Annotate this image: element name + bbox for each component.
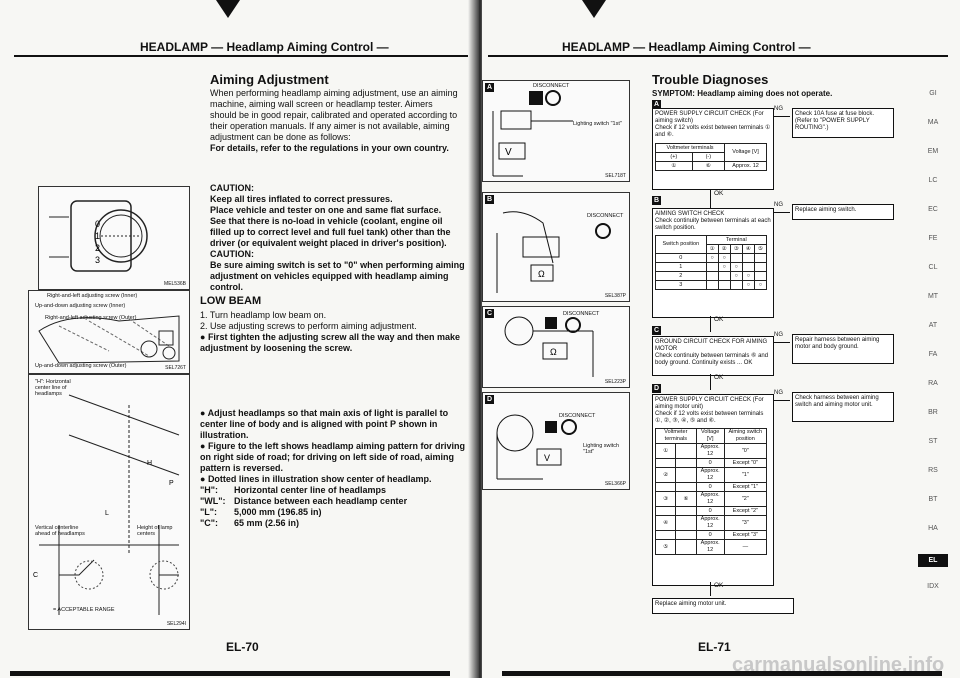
fig-a-text: Lighting switch "1st" [573, 121, 622, 127]
switch-row: 3 ○ ○ [656, 281, 767, 290]
vertical-label: Vertical centerline ahead of headlamps [35, 525, 85, 537]
label-rl-outer: Right-and-left adjusting screw (Outer) [45, 315, 137, 321]
section-tab[interactable]: RA [928, 380, 938, 387]
continuity-cell [742, 263, 754, 272]
section-tab[interactable]: IDX [927, 583, 939, 590]
motor-row: 0 Except "1" [656, 483, 767, 492]
aiming-switch-figure [38, 186, 190, 290]
continuity-cell [718, 281, 730, 290]
continuity-cell: ○ [718, 263, 730, 272]
fig-b [482, 192, 630, 302]
fig1-code: MEL536B [164, 281, 186, 287]
terminal-header: ② [718, 245, 730, 254]
aiming-pattern-figure [28, 374, 190, 630]
right-page-number: EL-71 [698, 640, 731, 654]
ng-label-b: NG [774, 202, 783, 208]
step-d-ng-box: Check harness between aiming switch and aiming motor unit. [792, 392, 894, 422]
continuity-cell [706, 263, 718, 272]
caution-item: Place vehicle and tester on one and same flat surface. [210, 205, 442, 215]
section-tab[interactable]: MA [927, 119, 939, 126]
step-a-letter: A [653, 101, 660, 108]
section-tab[interactable]: EM [927, 148, 939, 155]
legend-list [200, 485, 465, 529]
terminal-header: ③ [730, 245, 742, 254]
svg-text:3: 3 [95, 255, 101, 265]
adjust-block [200, 408, 465, 529]
section-tab[interactable]: AT [928, 322, 938, 329]
page-marker-right [582, 0, 606, 18]
continuity-cell: ○ [742, 281, 754, 290]
svg-text:0: 0 [95, 219, 101, 229]
header-rule [14, 55, 468, 57]
svg-text:H: H [147, 460, 153, 467]
fig-d-letter: D [486, 396, 493, 403]
fig-a-drawing [483, 81, 629, 181]
fig-c-connect: DISCONNECT [563, 311, 600, 317]
ok-4: OK [714, 582, 724, 589]
left-page [0, 0, 478, 678]
step-b-ng-box: Replace aiming switch. [792, 204, 894, 220]
continuity-cell: ○ [730, 263, 742, 272]
fig-d-drawing [483, 393, 629, 489]
fig-b-connect: DISCONNECT [587, 213, 624, 219]
section-tab[interactable]: BR [928, 409, 938, 416]
motor-row: ② Approx. 12 "1" [656, 468, 767, 483]
ok-1: OK [714, 190, 724, 197]
continuity-cell [730, 254, 742, 263]
step-a-table: Voltmeter terminals Voltage [V] (+) (-) ① ⑥ Approx. 12 [655, 143, 767, 171]
continuity-cell [718, 272, 730, 281]
svg-text:C: C [33, 572, 39, 579]
fig-b-drawing [483, 193, 629, 301]
motor-row: 0 Except "3" [656, 531, 767, 540]
fig-c-drawing [483, 307, 629, 387]
motor-row: 0 Except "2" [656, 507, 767, 516]
switch-row: 2 ○ ○ [656, 272, 767, 281]
step-c-ng-box: Repair harness between aiming motor and body ground. [792, 334, 894, 364]
step-b-letter: B [653, 197, 660, 204]
section-title: Aiming Adjustment [210, 72, 329, 87]
caution-list [210, 194, 465, 249]
section-tab[interactable]: ST [928, 438, 938, 445]
legend-item: "C": 65 mm (2.56 in) [200, 518, 300, 528]
motor-row: ① Approx. 12 "0" [656, 444, 767, 459]
ng-line-b [774, 212, 790, 213]
step-a-ng-box: Check 10A fuse at fuse block. (Refer to "POWER SUPPLY ROUTING".) [792, 108, 894, 138]
svg-text:2: 2 [95, 243, 101, 253]
ng-label-a: NG [774, 106, 783, 112]
continuity-cell: ○ [718, 254, 730, 263]
page-marker [216, 0, 240, 18]
terminal-header: ⑤ [754, 245, 766, 254]
aiming-switch-drawing [39, 187, 189, 289]
section-tab[interactable]: RS [928, 467, 938, 474]
ng-line-a [774, 116, 790, 117]
svg-text:V: V [544, 453, 551, 463]
flow-line-4 [710, 582, 711, 596]
section-tab[interactable]: HA [928, 525, 938, 532]
continuity-cell: ○ [706, 254, 718, 263]
adjust-list [200, 408, 465, 485]
final-box: Replace aiming motor unit. [652, 598, 794, 614]
ok-3: OK [714, 374, 724, 381]
height-label: Height of lamp centers [137, 525, 173, 537]
fig-a-connect: DISCONNECT [533, 83, 570, 89]
continuity-cell: ○ [742, 272, 754, 281]
legend-item: "L": 5,000 mm (196.85 in) [200, 507, 322, 517]
ng-line-d [774, 400, 790, 401]
trouble-title: Trouble Diagnoses [652, 72, 769, 87]
terminal-header: ④ [742, 245, 754, 254]
motor-row: 0 Except "0" [656, 459, 767, 468]
label-ud-inner: Up-and-down adjusting screw (Inner) [35, 303, 126, 309]
continuity-cell [706, 281, 718, 290]
legend-item: "H": Horizontal center line of headlamps [200, 485, 387, 495]
caution-item: Keep all tires inflated to correct pressures. [210, 194, 393, 204]
fig-a [482, 80, 630, 182]
right-header: HEADLAMP — Headlamp Aiming Control — [562, 40, 811, 54]
continuity-cell [754, 254, 766, 263]
fig3-code: SEL294I [166, 621, 186, 627]
svg-text:L: L [105, 510, 109, 517]
flow-line-3 [710, 374, 711, 390]
ok-2: OK [714, 316, 724, 323]
h-label: "H": Horizontal center line of headlamps [35, 379, 71, 397]
ng-label-d: NG [774, 390, 783, 396]
fig-c-code: SEL223P [604, 379, 626, 385]
fig-a-letter: A [486, 84, 493, 91]
ng-label-c: NG [774, 332, 783, 338]
fig-a-code: SEL718T [605, 173, 626, 179]
intro-text: When performing headlamp aiming adjustment, use an aiming machine, aiming wall screen or headlamp tester. Aimers should be in good repair, calibrated and operated according to their operation manuals. If any aimer is not available, aiming adjustment can be done as follows: For details, refer to the regulations in your own country. [210, 88, 458, 153]
low-beam-steps [200, 310, 465, 332]
fig-b-letter: B [486, 196, 493, 203]
step-c-box: GROUND CIRCUIT CHECK FOR AIMING MOTOR Check continuity between terminals ⑥ and body ground. Continuity exists ... OK [652, 336, 774, 376]
motor-row: ③ ⑥ Approx. 12 "2" [656, 492, 767, 507]
continuity-cell: ○ [730, 272, 742, 281]
step-a-box: POWER SUPPLY CIRCUIT CHECK (For aiming switch) Check if 12 volts exist between terminals ① and ⑥. Voltmeter terminals Voltage [V] (+) (-) ① ⑥ Approx. 12 [652, 108, 774, 190]
section-tab[interactable]: CL [928, 264, 938, 271]
low-beam-step: 1. Turn headlamp low beam on. [200, 310, 327, 320]
left-page-number: EL-70 [226, 640, 259, 654]
ng-line-c [774, 342, 790, 343]
svg-text:Ω: Ω [550, 347, 557, 357]
step-b-box: AIMING SWITCH CHECK Check continuity between terminals at each switch position. Switch position Terminal ① ② ③ ④ ⑤ 0 ○ ○ 1 ○ ○ 2 ○ ○ 3 ○ ○ [652, 208, 774, 318]
left-bottom-bar [10, 671, 450, 676]
label-rl-inner: Right-and-left adjusting screw (Inner) [47, 293, 138, 299]
step-c-letter: C [653, 327, 660, 334]
adjusting-screws-figure [28, 290, 190, 374]
step-d-box: POWER SUPPLY CIRCUIT CHECK (For aiming motor unit) Check if 12 volts exist between terminals ①, ②, ③, ④, ⑤ and ⑥. Voltmeter terminals Voltage [V] Aiming switch position ① Approx. 12 "0" 0 Except "0" ② Approx. 12 "1" 0 Except "1" ③ ⑥ Approx. 12 "2" 0 Except "2" ④ Approx. 12 "3" 0 Except "3" ⑤ Approx. 12 — [652, 394, 774, 586]
fig-d [482, 392, 630, 490]
watermark: carmanualsonline.info [732, 654, 945, 676]
symptom: SYMPTOM: Headlamp aiming does not operate. [652, 89, 833, 98]
adjust-item: ● Dotted lines in illustration show center of headlamp. [200, 474, 432, 484]
flow-line-2 [710, 316, 711, 332]
flow-line-1 [710, 190, 711, 208]
legend-item: "WL": Distance between each headlamp center [200, 496, 408, 506]
motor-row: ④ Approx. 12 "3" [656, 516, 767, 531]
switch-table: Switch position Terminal ① ② ③ ④ ⑤ 0 ○ ○ 1 ○ ○ 2 ○ ○ 3 ○ ○ [655, 235, 767, 290]
fig-d-text: Lighting switch "1st" [583, 443, 620, 455]
continuity-cell [706, 272, 718, 281]
section-tab[interactable]: EC [928, 206, 938, 213]
switch-row: 0 ○ ○ [656, 254, 767, 263]
continuity-cell [742, 254, 754, 263]
section-tab[interactable]: FA [928, 351, 938, 358]
motor-table: Voltmeter terminals Voltage [V] Aiming switch position ① Approx. 12 "0" 0 Except "0" ② Approx. 12 "1" 0 Except "1" ③ ⑥ Approx. 12 "2" 0 Except "2" ④ Approx. 12 "3" 0 Except "3" ⑤ Approx. 12 — [655, 428, 767, 555]
low-beam-step: 2. Use adjusting screws to perform aiming adjustment. [200, 321, 417, 331]
section-tab[interactable]: EL [918, 554, 948, 567]
caution-item: See that there is no-load in vehicle (coolant, engine oil filled up to correct level and full fuel tank) other than the driver (or equivalent weight placed in driver's position). [210, 216, 451, 248]
range-label: = ACCEPTABLE RANGE [53, 607, 115, 613]
low-beam-block: LOW BEAM 1. Turn headlamp low beam on. 2. Use adjusting screws to perform aiming adjustment. ● First tighten the adjusting screw all the way and then make adjustment by loosening the screw. [200, 296, 465, 354]
section-tab[interactable]: BT [928, 496, 938, 503]
svg-text:Ω: Ω [538, 269, 545, 279]
motor-row: ⑤ Approx. 12 — [656, 540, 767, 555]
fig-c [482, 306, 630, 388]
fig-c-letter: C [486, 310, 493, 317]
fig2-code: SEL726T [165, 365, 186, 371]
terminal-header: ① [706, 245, 718, 254]
left-header: HEADLAMP — Headlamp Aiming Control — [140, 40, 389, 54]
svg-text:V: V [505, 147, 512, 158]
label-ud-outer: Up-and-down adjusting screw (Outer) [35, 363, 127, 369]
adjust-item: ● Adjust headlamps so that main axis of light is parallel to center line of body and is aligned with point P shown in illustration. [200, 408, 449, 440]
svg-text:P: P [169, 480, 174, 487]
svg-text:1: 1 [95, 231, 101, 241]
section-tab[interactable]: LC [928, 177, 938, 184]
section-tab[interactable]: MT [927, 293, 939, 300]
section-tab[interactable]: FE [928, 235, 938, 242]
continuity-cell [730, 281, 742, 290]
continuity-cell [754, 272, 766, 281]
fig-d-code: SEL366P [604, 481, 626, 487]
aiming-pattern-drawing [29, 375, 189, 629]
right-page [482, 0, 960, 678]
continuity-cell: ○ [754, 281, 766, 290]
header-rule-right [488, 55, 948, 57]
continuity-cell [754, 263, 766, 272]
caution-block: CAUTION: Keep all tires inflated to correct pressures. Place vehicle and tester on one and same flat surface. See that there is no-load in vehicle (coolant, engine oil filled up to correct level and full fuel tank) other than the driver (or equivalent weight placed in driver's position). CAUTION: Be sure aiming switch is set to "0" when performing aiming adjustment on vehicles equipped with headlamp aiming control. [210, 183, 465, 292]
step-d-letter: D [653, 385, 660, 392]
switch-row: 1 ○ ○ [656, 263, 767, 272]
adjust-item: ● Figure to the left shows headlamp aiming pattern for driving on right side of road; for driving on left side of road, aiming pattern is reversed. [200, 441, 465, 473]
fig-d-connect: DISCONNECT [559, 413, 596, 419]
section-tab[interactable]: GI [929, 90, 937, 97]
fig-b-code: SEL387P [604, 293, 626, 299]
